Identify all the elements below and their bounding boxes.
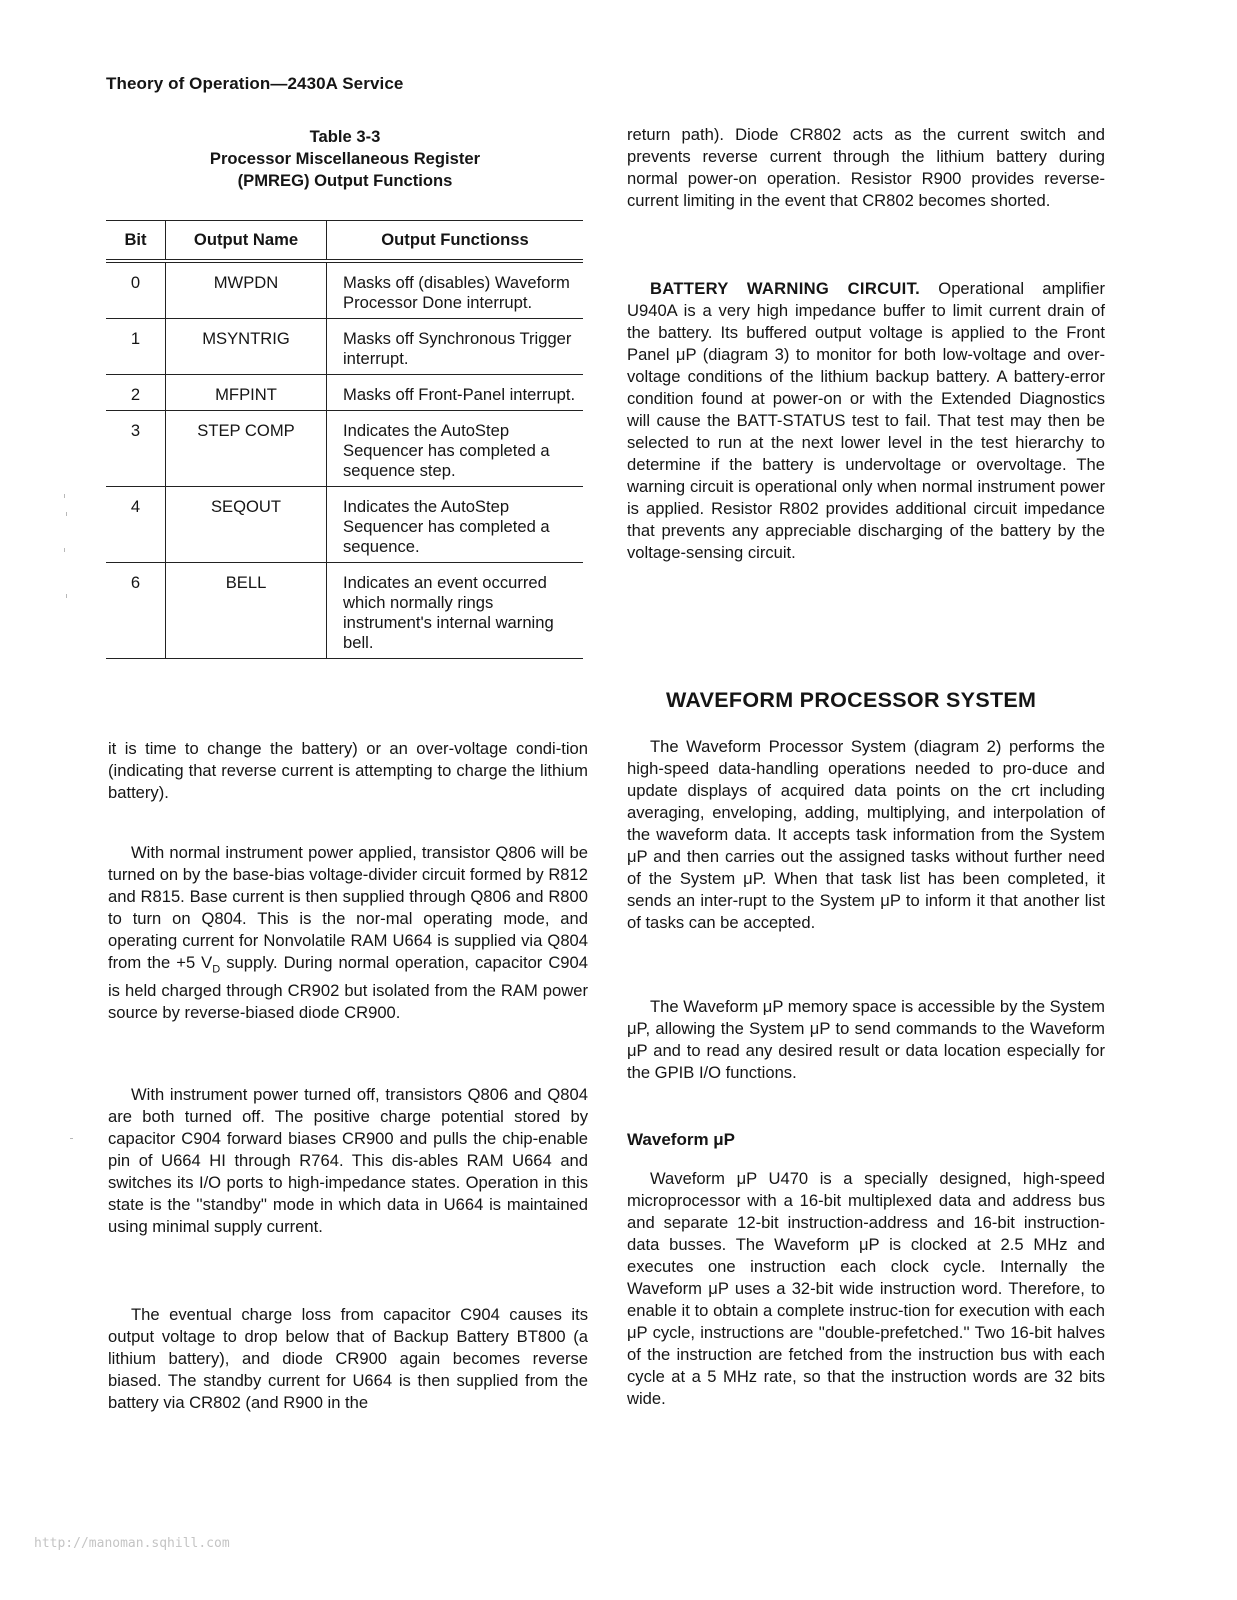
table-row xyxy=(106,261,583,319)
left-paragraph-1: it is time to change the battery) or an over-voltage condi-tion (indicating that reverse current is attempting to charge the lithium battery). xyxy=(108,739,588,802)
output-function-cell: Indicates the AutoStep Sequencer has completed a sequence step. xyxy=(327,411,584,487)
output-function-cell: Masks off Synchronous Trigger interrupt. xyxy=(327,319,584,375)
output-function-cell: Masks off (disables) Waveform Processor Done interrupt. xyxy=(327,261,584,319)
bit-cell: 6 xyxy=(106,563,166,659)
output-name-cell: BELL xyxy=(166,563,327,659)
table-caption xyxy=(106,126,584,192)
right-paragraph-3: The Waveform Processor System (diagram 2) performs the high-speed data-handling operations needed to pro-duce and update displays of acquired data points on the crt including averaging, enveloping, adding, multiplying, and interpolation of the waveform data. It accepts task information from the System μP and then carries out the assigned tasks without further need of the System μP. When that task list has been completed, it sends an inter-rupt to the System μP to inform it that another list of tasks can be accepted. xyxy=(627,737,1105,932)
table-row xyxy=(106,319,583,375)
table-row xyxy=(106,375,583,411)
bit-cell: 3 xyxy=(106,411,166,487)
paragraph-text: With normal instrument power applied, transistor Q806 will be turned on by the base-bias voltage-divider circuit formed by R812 and R815. Base current is then supplied through Q806 and R800 to turn on Q804. This is the nor-mal operating mode, and operating current for Nonvolatile RAM U664 is supplied via Q804 from the +5 V xyxy=(108,843,588,972)
output-name-cell: MFPINT xyxy=(166,375,327,411)
left-paragraph-3: With instrument power turned off, transistors Q806 and Q804 are both turned off. The positive charge potential stored by capacitor C904 forward biases CR900 and pulls the chip-enable pin of U664 HI through R764. This dis-ables RAM U664 and switches its I/O ports to high-impedance states. Operation in this state is the ''standby'' mode in which data in U664 is maintained using minimal supply current. xyxy=(108,1085,588,1236)
table-row xyxy=(106,411,583,487)
right-paragraph-5: Waveform μP U470 is a specially designed, high-speed microprocessor with a 16-bit multiplexed data and address bus and separate 12-bit instruction-address and 16-bit instruction-data busses. The Waveform μP is clocked at 2.5 MHz and executes one instruction each clock cycle. Internally the Waveform μP uses a 32-bit wide instruction word. Therefore, to enable it to obtain a complete instruc-tion for execution with each μP cycle, instructions are ''double-prefetched.'' Two 16-bit halves of the instruction are fetched from the instruction bus with each cycle at a 5 MHz rate, so that the instruction words are 32 bits wide. xyxy=(627,1169,1105,1408)
battery-warning-label: BATTERY WARNING CIRCUIT. xyxy=(650,279,921,298)
left-paragraph-2 xyxy=(108,842,588,1024)
output-name-cell: SEQOUT xyxy=(166,487,327,563)
running-title: Theory of Operation—2430A Service xyxy=(106,74,404,93)
output-function-cell: Indicates the AutoStep Sequencer has completed a sequence. xyxy=(327,487,584,563)
table-row xyxy=(106,563,583,659)
column-header-bit: Bit xyxy=(106,221,166,262)
table-header-row xyxy=(106,221,583,262)
table-caption-line-2: (PMREG) Output Functions xyxy=(237,171,453,190)
section-heading: WAVEFORM PROCESSOR SYSTEM xyxy=(666,688,1037,712)
table-caption-line-1: Processor Miscellaneous Register xyxy=(209,149,481,168)
right-paragraph-1: return path). Diode CR802 acts as the current switch and prevents reverse current through the lithium battery during normal power-on operation. Resistor R900 provides reverse-current limiting in the event that CR802 becomes shorted. xyxy=(627,125,1105,210)
scan-speck xyxy=(64,548,65,552)
bit-cell: 2 xyxy=(106,375,166,411)
column-header-output-name: Output Name xyxy=(166,221,327,262)
column-header-output-functions: Output Functionss xyxy=(327,221,584,262)
output-function-cell: Indicates an event occurred which normally rings instrument's internal warning bell. xyxy=(327,563,584,659)
output-name-cell: MSYNTRIG xyxy=(166,319,327,375)
scan-speck xyxy=(70,1138,73,1139)
scan-speck xyxy=(66,512,67,516)
watermark: http://manoman.sqhill.com xyxy=(34,1536,230,1551)
output-name-cell: STEP COMP xyxy=(166,411,327,487)
bit-cell: 4 xyxy=(106,487,166,563)
output-function-cell: Masks off Front-Panel interrupt. xyxy=(327,375,584,411)
table-row xyxy=(106,487,583,563)
paragraph-text: Operational amplifier U940A is a very high impedance buffer to limit current drain of the battery. Its buffered output voltage is applied to the Front Panel μP (diagram 3) to monitor for both low-voltage and over-voltage conditions of the lithium backup battery. A battery-error condition found at power-on or with the Extended Diagnostics will cause the BATT-STATUS test to fail. That test may then be selected to run at the next lower level in the test hierarchy to determine if the battery is undervoltage or overvoltage. The warning circuit is operational only when normal instrument power is applied. Resistor R802 provides additional circuit impedance that prevents any appreciable discharging of the battery by the voltage-sensing circuit. xyxy=(627,279,1106,562)
table-number: Table 3-3 xyxy=(309,127,381,146)
scan-speck xyxy=(64,494,65,498)
output-name-cell: MWPDN xyxy=(166,261,327,319)
bit-cell: 1 xyxy=(106,319,166,375)
paragraph-text: supply. During normal operation, capacitor C904 is held charged through CR902 but isolated from the RAM power source by reverse-biased diode CR900. xyxy=(108,953,588,1023)
pmreg-output-table xyxy=(106,220,583,659)
bit-cell: 0 xyxy=(106,261,166,319)
right-paragraph-4: The Waveform μP memory space is accessible by the System μP, allowing the System μP to send commands to the Waveform μP and to read any desired result or data location especially for the GPIB I/O functions. xyxy=(627,997,1105,1082)
voltage-subscript: D xyxy=(212,963,221,976)
right-paragraph-battery-warning xyxy=(627,278,1105,564)
left-paragraph-4: The eventual charge loss from capacitor C904 causes its output voltage to drop below that of Backup Battery BT800 (a lithium battery), and diode CR900 again becomes reverse biased. The standby current for U664 is then supplied from the battery via CR802 (and R900 in the xyxy=(108,1305,588,1412)
scan-speck xyxy=(66,594,67,598)
subsection-heading: Waveform μP xyxy=(627,1130,736,1149)
